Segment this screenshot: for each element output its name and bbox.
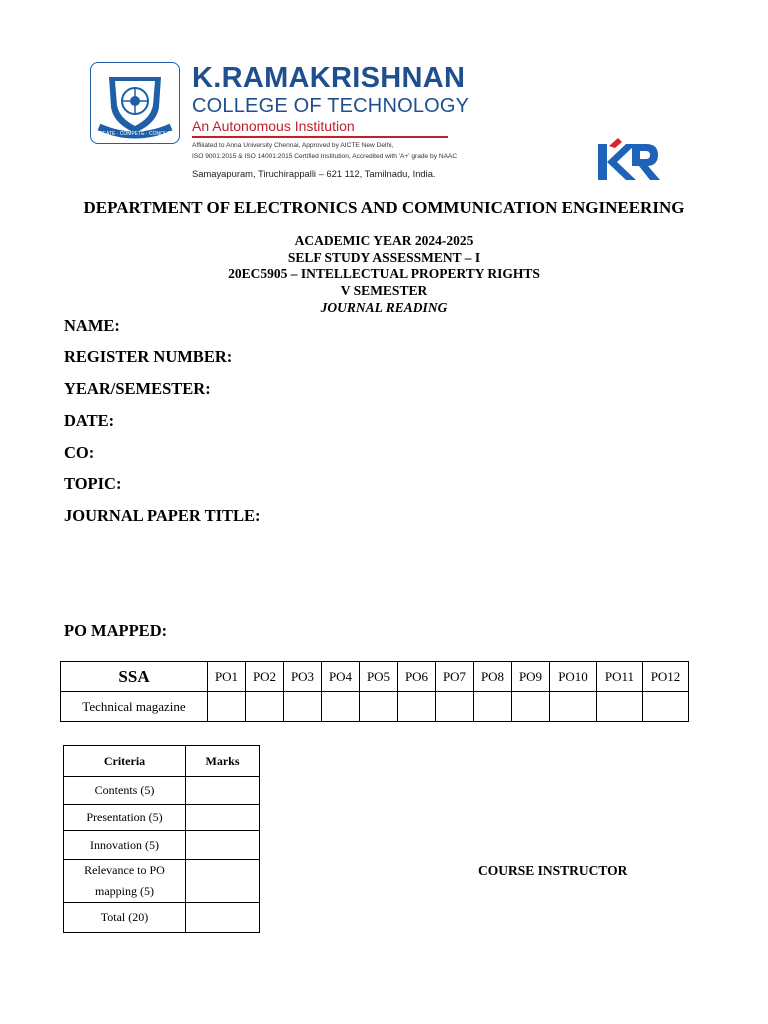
po-column-header: PO2: [246, 662, 284, 692]
row-label-technical-magazine: Technical magazine: [61, 692, 208, 722]
date-label: DATE:: [64, 411, 115, 430]
criteria-label: Presentation (5): [64, 805, 186, 831]
year-semester-label: YEAR/SEMESTER:: [64, 379, 211, 398]
course-title: 20EC5905 – INTELLECTUAL PROPERTY RIGHTS: [228, 266, 540, 281]
po-cell[interactable]: [322, 692, 360, 722]
po-column-header: PO8: [474, 662, 512, 692]
po-column-header: PO3: [284, 662, 322, 692]
po-mapping-table: [60, 661, 689, 722]
po-cell[interactable]: [398, 692, 436, 722]
marks-cell[interactable]: [186, 903, 260, 933]
marks-cell[interactable]: [186, 777, 260, 805]
po-cell[interactable]: [284, 692, 322, 722]
po-column-header: PO5: [360, 662, 398, 692]
criteria-row: [64, 831, 260, 860]
po-cell[interactable]: [436, 692, 474, 722]
criteria-row: [64, 777, 260, 805]
assessment-title: SELF STUDY ASSESSMENT – I: [287, 250, 481, 265]
po-header-row: [61, 662, 689, 692]
affiliation-line-2: ISO 9001:2015 & ISO 14001:2015 Certified Institution, Accredited with 'A+' grade by NAAC: [192, 153, 458, 160]
course-instructor-signature: COURSE INSTRUCTOR: [478, 863, 628, 878]
criteria-row: [64, 903, 260, 933]
criteria-row: [64, 805, 260, 831]
po-cell[interactable]: [550, 692, 597, 722]
criteria-label-line-1: Relevance to PO: [84, 863, 165, 877]
college-name: K.RAMAKRISHNAN: [192, 62, 466, 94]
po-cell[interactable]: [512, 692, 550, 722]
po-cell[interactable]: [208, 692, 246, 722]
po-column-header: PO4: [322, 662, 360, 692]
po-cell[interactable]: [360, 692, 398, 722]
academic-year: ACADEMIC YEAR 2024-2025: [294, 233, 474, 248]
criteria-label-line-2: mapping (5): [95, 884, 154, 898]
marks-cell[interactable]: [186, 831, 260, 860]
po-column-header: PO7: [436, 662, 474, 692]
po-cell[interactable]: [643, 692, 689, 722]
criteria-row: [64, 860, 260, 903]
journal-title-label: JOURNAL PAPER TITLE:: [64, 506, 261, 525]
autonomous-tagline: An Autonomous Institution: [192, 118, 355, 134]
po-cell[interactable]: [246, 692, 284, 722]
department-title: DEPARTMENT OF ELECTRONICS AND COMMUNICATION ENGINEERING: [83, 198, 685, 217]
po-column-header: PO6: [398, 662, 436, 692]
criteria-header: Criteria: [64, 746, 186, 777]
college-emblem: [90, 62, 180, 144]
criteria-label: Innovation (5): [64, 831, 186, 860]
co-label: CO:: [64, 443, 95, 462]
header-divider: [192, 136, 448, 138]
activity-type: JOURNAL READING: [320, 300, 448, 315]
svg-text:CREATE · COMPETE · CONQUER: CREATE · COMPETE · CONQUER: [95, 131, 175, 137]
po-column-header: PO9: [512, 662, 550, 692]
semester: V SEMESTER: [340, 283, 428, 298]
po-column-header: PO10: [550, 662, 597, 692]
kr-logo-icon: [596, 136, 662, 182]
register-number-label: REGISTER NUMBER:: [64, 347, 233, 366]
criteria-header-row: [64, 746, 260, 777]
college-subtitle: COLLEGE OF TECHNOLOGY: [192, 95, 470, 117]
po-cell[interactable]: [474, 692, 512, 722]
criteria-label: Total (20): [64, 903, 186, 933]
po-column-header: PO11: [597, 662, 643, 692]
ssa-header: SSA: [61, 662, 208, 692]
criteria-label: [64, 860, 186, 903]
po-mapped-label: PO MAPPED:: [64, 621, 168, 640]
po-column-header: PO12: [643, 662, 689, 692]
affiliation-text: [192, 140, 457, 162]
marks-cell[interactable]: [186, 860, 260, 903]
criteria-marks-table: [63, 745, 260, 933]
affiliation-line-1: Affiliated to Anna University Chennai, Approved by AICTE New Delhi,: [192, 142, 394, 149]
name-field-label: NAME:: [64, 316, 120, 335]
topic-label: TOPIC:: [64, 474, 122, 493]
po-data-row: [61, 692, 689, 722]
criteria-label: Contents (5): [64, 777, 186, 805]
po-column-header: PO1: [208, 662, 246, 692]
po-cell[interactable]: [597, 692, 643, 722]
college-address: Samayapuram, Tiruchirappalli – 621 112, Tamilnadu, India.: [192, 168, 436, 179]
marks-header: Marks: [186, 746, 260, 777]
marks-cell[interactable]: [186, 805, 260, 831]
